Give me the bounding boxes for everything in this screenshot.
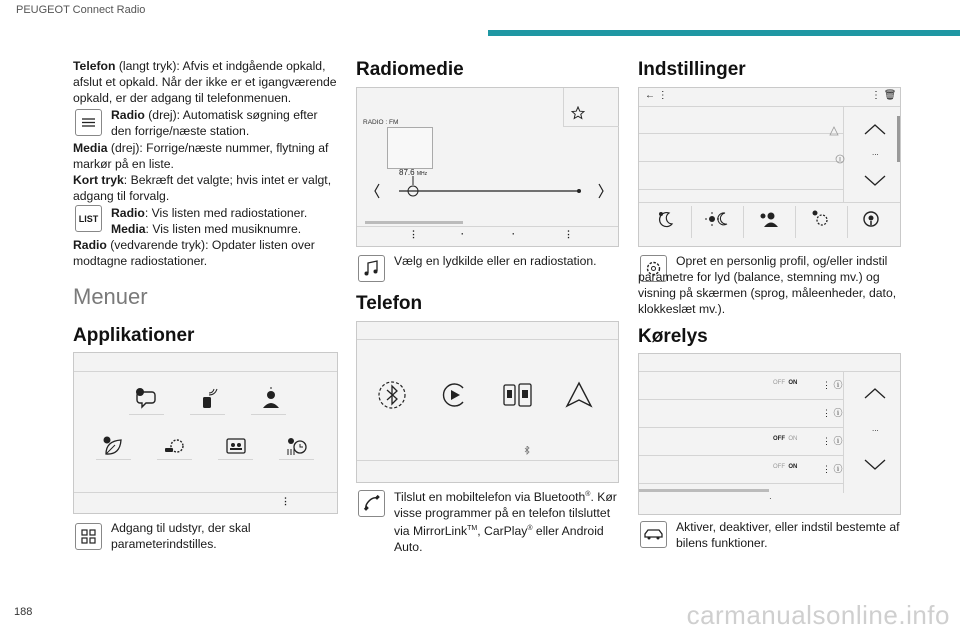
chevron-up-icon[interactable]	[863, 122, 887, 136]
star-icon[interactable]	[571, 106, 585, 120]
toggle-row-1[interactable]: OFF ON	[773, 380, 798, 386]
toggle-row-4[interactable]: OFF ON	[773, 464, 798, 470]
media-turn-paragraph: Media (drej): Forrige/næste nummer, flytning af markør på en liste.	[73, 141, 329, 171]
warning-icon	[829, 126, 839, 136]
radio-media-heading: Radiomedie	[356, 59, 464, 80]
menu-icon-4[interactable]: ⋮	[564, 229, 573, 239]
radio-turn-paragraph: Radio (drej): Automatisk søgning efter den forrige/næste station.	[111, 108, 318, 138]
user-settings-icon[interactable]	[759, 210, 779, 228]
list-radio-paragraph: Radio: Vis listen med radiostationer. Media: Vis listen med musiknumre.	[111, 206, 308, 236]
phone-caption: Tilslut en mobiltelefon via Bluetooth®. Kør visse programmer på en telefon tilsluttet via MirrorLink™, CarPlay® eller Android Auto.	[394, 490, 617, 555]
chevron-up-icon[interactable]	[863, 386, 887, 400]
row-1-info-icon[interactable]: ⋮ ⓘ	[822, 380, 843, 390]
driving-caption: Aktiver, deaktiver, eller indstil bestemte af bilens funktioner.	[676, 520, 900, 550]
row-4-info-icon[interactable]: ⋮ ⓘ	[822, 464, 843, 474]
menu-icon-1[interactable]: ⋮	[409, 229, 418, 239]
grid-icon	[75, 523, 102, 550]
list-button-icon	[75, 205, 102, 232]
phone-screen	[356, 321, 619, 483]
applications-screen	[73, 352, 338, 514]
radio-long-press-paragraph: Radio (vedvarende tryk): Opdater listen over modtagne radiostationer.	[73, 238, 315, 268]
more-dots-icon[interactable]: ...	[872, 424, 879, 433]
radio-screen	[356, 87, 619, 247]
contact-card-icon	[224, 435, 248, 457]
night-mode-icon[interactable]	[657, 210, 675, 228]
row-2-info-icon[interactable]: ⋮ ⓘ	[822, 408, 843, 418]
music-note-icon	[358, 255, 385, 282]
chevron-down-icon[interactable]	[863, 174, 887, 188]
progress-indicator	[639, 489, 769, 492]
row-3-info-icon[interactable]: ⋮ ⓘ	[822, 436, 843, 446]
scrollbar[interactable]	[897, 116, 900, 162]
radio-band-label: RADIO : FM	[363, 119, 399, 126]
toggle-row-3[interactable]: OFF ON	[773, 436, 798, 442]
car-icon	[640, 521, 667, 548]
small-bluetooth-icon	[523, 446, 531, 456]
phone-heading: Telefon	[356, 293, 423, 314]
connected-device-icon	[198, 387, 220, 411]
more-dots-icon[interactable]: ...	[872, 148, 879, 157]
driving-screen	[638, 353, 901, 515]
carplay-icon[interactable]	[439, 380, 469, 410]
info-icon	[835, 154, 845, 164]
applications-heading: Applikationer	[73, 325, 195, 346]
eco-leaf-icon	[102, 435, 124, 457]
clock-settings-icon	[285, 435, 309, 457]
android-auto-icon[interactable]	[563, 380, 595, 410]
running-header: PEUGEOT Connect Radio	[16, 4, 146, 16]
menu-icon-2[interactable]: ·	[461, 229, 464, 239]
watermark: carmanualsonline.info	[686, 600, 950, 630]
brightness-icon[interactable]	[705, 210, 729, 228]
settings-caption: Opret en personlig profil, og/eller indstil parametre for lyd (balance, stemning mv.) og visning på skærmen (sprog, måleenheder, dato, klokkeslæt mv.).	[638, 254, 897, 316]
back-arrow-icon[interactable]: ← ⋮	[645, 90, 668, 101]
user-profile-icon	[260, 387, 282, 411]
page-dot: ·	[769, 494, 772, 503]
page-number: 188	[14, 606, 33, 618]
applications-caption: Adgang til udstyr, der skal parameterindstilles.	[111, 521, 251, 551]
chevron-down-icon[interactable]	[863, 458, 887, 472]
driving-heading: Kørelys	[638, 326, 708, 347]
frequency-value: 87.6	[399, 168, 415, 177]
header-accent-bar	[488, 30, 960, 36]
mirrorlink-icon[interactable]	[501, 380, 535, 410]
delete-icon[interactable]: ⋮ 🗑	[871, 90, 897, 101]
menu-icon-3[interactable]: ·	[512, 229, 515, 239]
message-icon	[135, 387, 159, 409]
frequency-unit: MHz	[416, 171, 428, 177]
vehicle-settings-icon	[163, 435, 187, 457]
short-press-paragraph: Kort tryk: Bekræft det valgte; hvis intet er valgt, adgang til forvalg.	[73, 173, 332, 203]
settings-screen	[638, 87, 901, 247]
menu-heading: Menuer	[73, 284, 148, 309]
progress-indicator	[365, 221, 463, 224]
bluetooth-icon[interactable]	[377, 380, 407, 410]
station-logo-placeholder	[387, 127, 433, 169]
settings-heading: Indstillinger	[638, 59, 746, 80]
telefon-paragraph: Telefon (langt tryk): Afvis et indgående opkald, afslut et opkald. Når der ikke er et igangværende opkald, er der adgang til telefonmenuen.	[73, 59, 337, 105]
more-options-icon: ⋮	[281, 496, 290, 506]
language-icon[interactable]	[861, 209, 881, 229]
list-icon	[75, 109, 102, 136]
radio-caption: Vælg en lydkilde eller en radiostation.	[394, 254, 597, 268]
list-button-label: LIST	[78, 213, 99, 224]
gear-settings-icon[interactable]	[811, 209, 831, 229]
tuner-slider[interactable]	[371, 176, 607, 206]
